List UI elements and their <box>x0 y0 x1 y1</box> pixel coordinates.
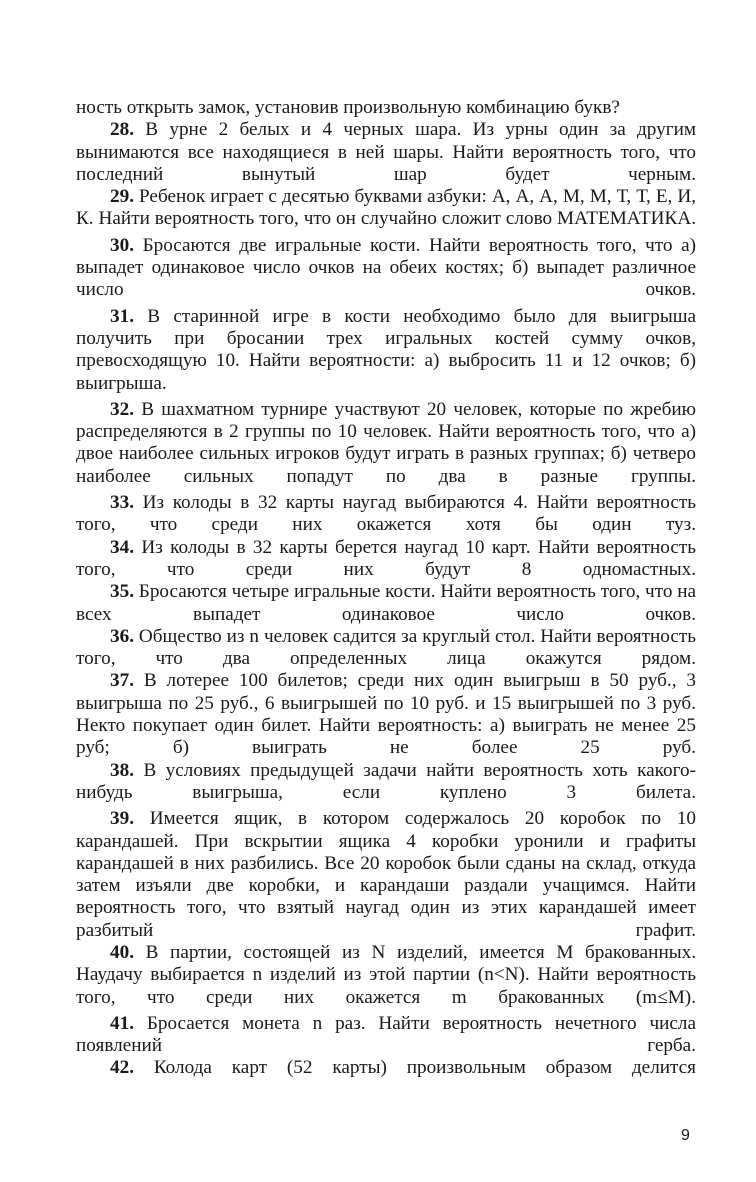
problem-text: В лотерее 100 билетов; среди них один выигрыш в 50 руб., 3 выигрыша по 25 руб., 6 выигрышей по 10 руб. и 15 выигрышей по 3 руб. Некто покупает один билет. Найти вероятность: а) выиграть не менее 25 руб; б) выиграть не более 25 руб. <box>76 670 696 759</box>
problem-number: 38. <box>110 759 134 781</box>
problem-40 <box>76 942 696 1009</box>
problem-38 <box>76 760 696 805</box>
problem-text: Бросается монета n раз. Найти вероятность нечетного числа появлений герба. <box>76 1012 696 1057</box>
problem-34 <box>76 537 696 582</box>
problem-35 <box>76 581 696 626</box>
problem-28 <box>76 119 696 186</box>
problem-29 <box>76 186 696 231</box>
page-body <box>76 97 696 1080</box>
problem-32 <box>76 399 696 488</box>
problem-text: В шахматном турнире участвуют 20 человек, которые по жребию распределяются в 2 группы по 10 человек. Найти вероятность того, что а) двое наиболее сильных игроков будут играть в разных группах; б) четверо наиболее сильных попадут по два в разные группы. <box>76 398 696 487</box>
problem-number: 29. <box>110 186 134 208</box>
problem-text: Из колоды в 32 карты берется наугад 10 карт. Найти вероятность того, что среди них будут 8 одномастных. <box>76 536 696 580</box>
problem-37 <box>76 670 696 759</box>
problem-number: 41. <box>110 1012 134 1034</box>
problem-number: 33. <box>110 492 134 514</box>
problem-text: Ребенок играет с десятью буквами азбуки: А, А, А, М, М, Т, Т, Е, И, К. Найти вероятность того, что он случайно сложит слово МАТЕМАТИКА. <box>76 186 697 230</box>
problem-text: Бросаются четыре игральные кости. Найти вероятность того, что на всех выпадет одинаковое число очков. <box>76 581 697 625</box>
problem-33 <box>76 492 696 537</box>
problem-number: 34. <box>110 536 134 558</box>
problem-number: 35. <box>110 581 134 603</box>
paragraph-text: ность открыть замок, установив произвольную комбинацию букв? <box>76 97 620 118</box>
page-number: 9 <box>681 1127 690 1144</box>
problem-text: Бросаются две игральные кости. Найти вероятность того, что а) выпадет одинаковое число очков на обеих костях; б) выпадет различное число очков. <box>76 234 696 301</box>
problem-text: В урне 2 белых и 4 черных шара. Из урны один за другим вынимаются все находящиеся в ней шары. Найти вероятность того, что последний вынутый шар будет черным. <box>76 119 696 185</box>
problem-31 <box>76 306 696 395</box>
problem-42 <box>76 1057 696 1079</box>
problem-number: 40. <box>110 941 134 963</box>
problem-text: В условиях предыдущей задачи найти вероятность хоть какого-нибудь выигрыша, если куплено 3 билета. <box>76 759 696 803</box>
problem-30 <box>76 235 696 302</box>
problem-text: Имеется ящик, в котором содержалось 20 коробок по 10 карандашей. При вскрытии ящика 4 коробки уронили и графиты карандашей в них разбились. Все 20 коробок были сданы на склад, откуда затем изъяли две коробки, и карандаши раздали учащимся. Найти вероятность того, что взятый наугад один из этих карандашей имеет разбитый графит. <box>76 808 697 941</box>
problem-41 <box>76 1013 696 1058</box>
paragraph-continuation <box>76 97 696 119</box>
problem-number: 30. <box>110 234 134 256</box>
problem-number: 42. <box>110 1057 134 1079</box>
problem-text: В старинной игре в кости необходимо было для выигрыша получить при бросании трех игральных костей сумму очков, превосходящую 10. Найти вероятности: а) выбросить 11 и 12 очков; б) выигрыша. <box>76 305 696 394</box>
problem-number: 36. <box>110 625 134 647</box>
problem-number: 32. <box>110 398 134 420</box>
problem-text: Общество из n человек садится за круглый стол. Найти вероятность того, что два определенных лица окажутся рядом. <box>76 625 697 670</box>
problem-text: Колода карт (52 карты) произвольным образом делится <box>153 1057 697 1079</box>
problem-number: 28. <box>110 119 134 141</box>
problem-text: Из колоды в 32 карты наугад выбираются 4. Найти вероятность того, что среди них окажется хотя бы один туз. <box>76 492 697 536</box>
problem-text: В партии, состоящей из N изделий, имеется M бракованных. Наудачу выбирается n изделий из этой партии (n<N). Найти вероятность того, что среди них окажется m бракованных (m≤M). <box>76 941 696 1008</box>
problem-39 <box>76 808 696 942</box>
problem-number: 31. <box>110 305 134 327</box>
problem-number: 39. <box>110 808 134 830</box>
problem-number: 37. <box>110 670 134 692</box>
problem-36 <box>76 626 696 671</box>
